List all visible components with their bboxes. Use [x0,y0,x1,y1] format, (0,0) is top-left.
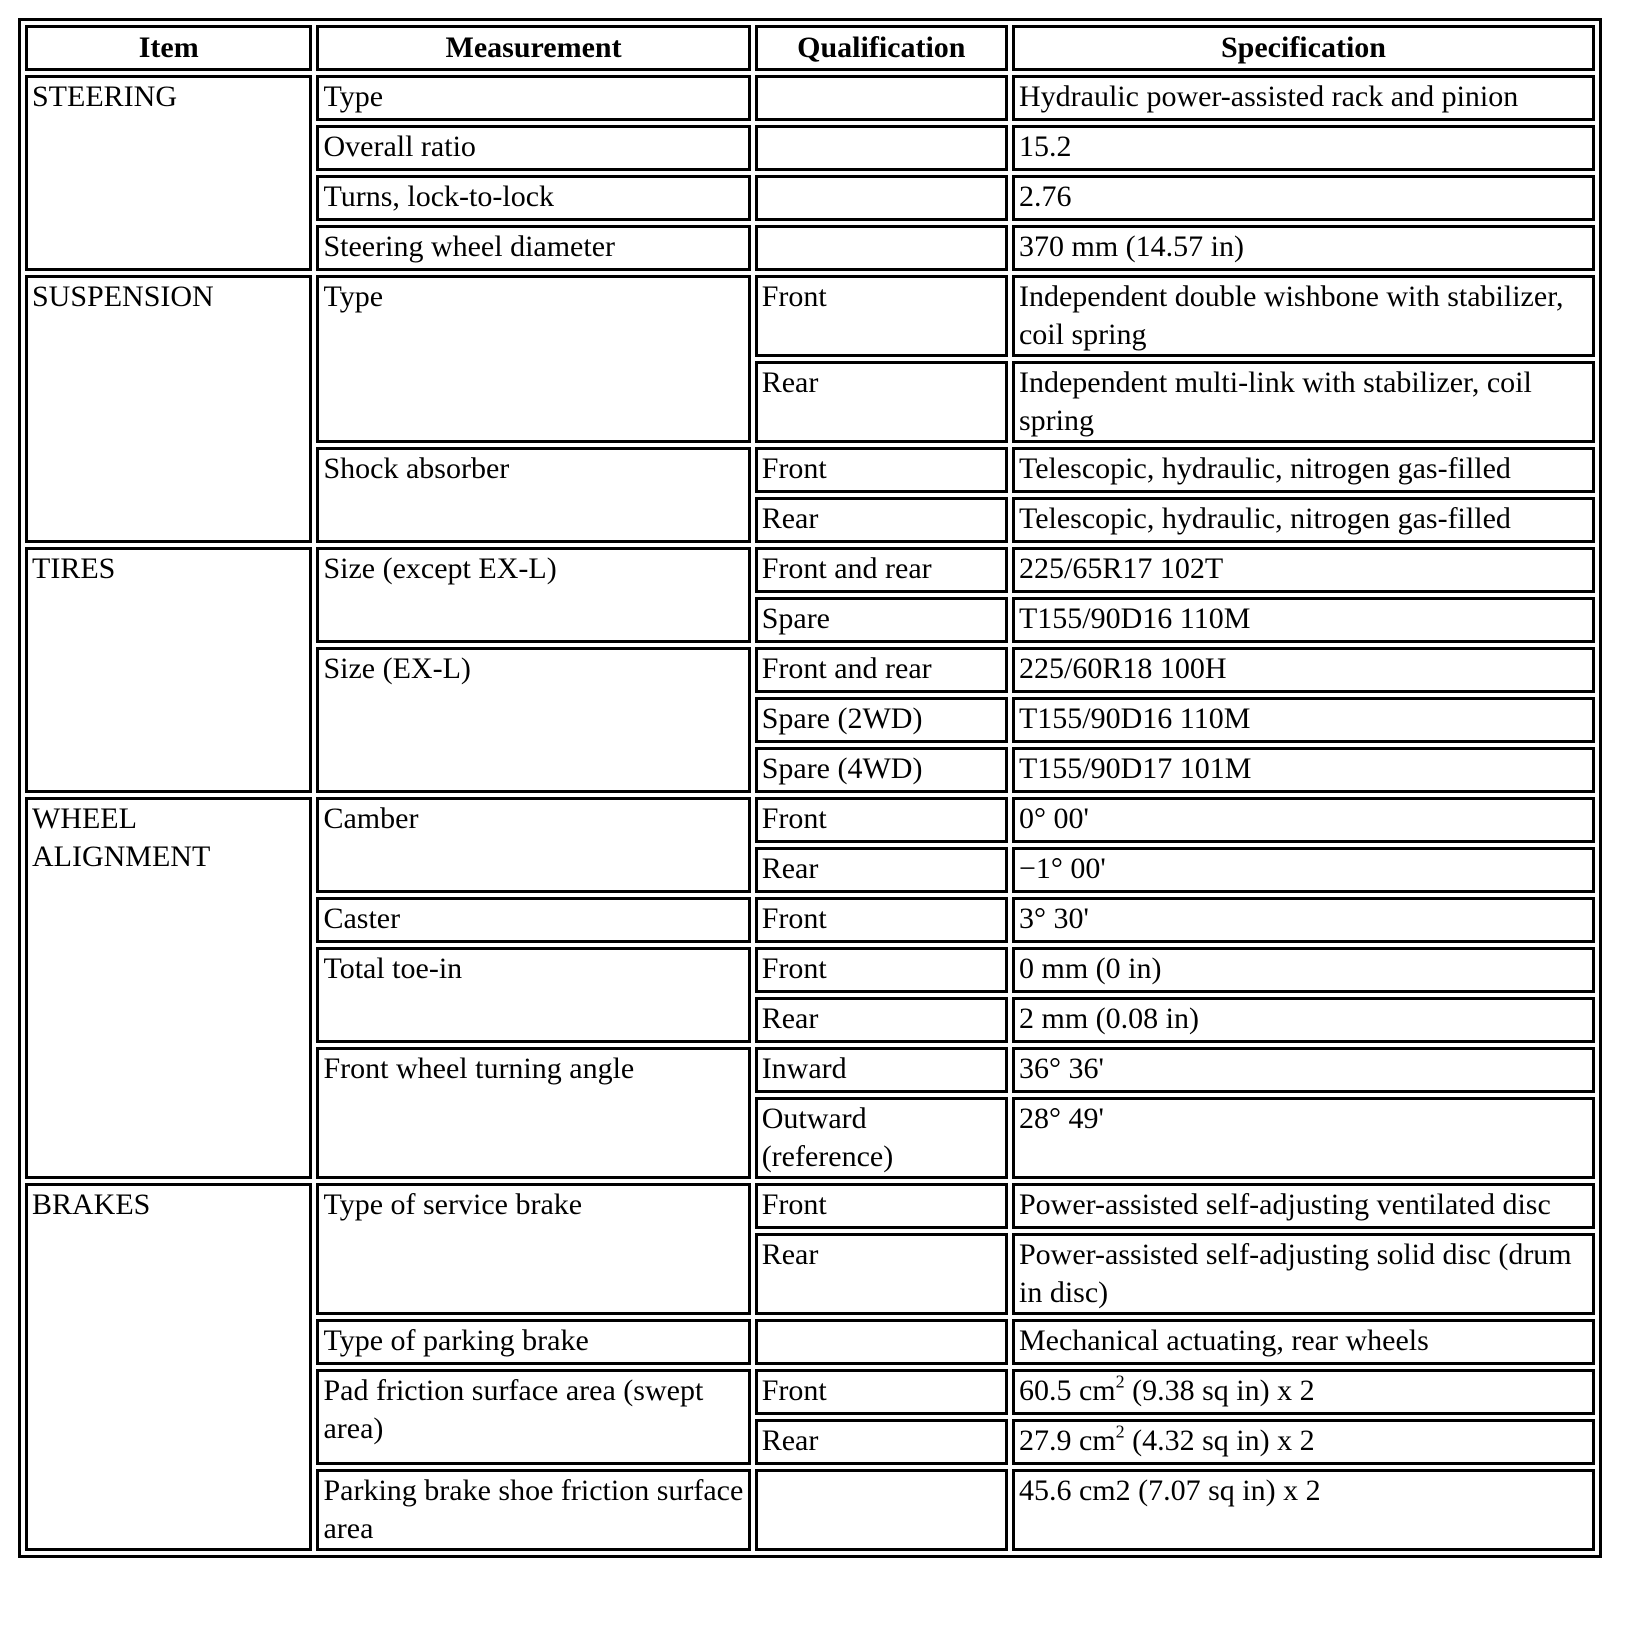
specification-cell: 36° 36' [1012,1047,1595,1093]
measurement-cell: Camber [316,797,750,893]
header-item: Item [25,25,312,71]
item-cell: STEERING [25,75,312,271]
specification-cell: Independent double wishbone with stabilizer, coil spring [1012,275,1595,357]
qualification-cell: Rear [755,847,1008,893]
qualification-cell [755,225,1008,271]
qualification-cell: Front [755,447,1008,493]
table-row [25,275,1595,357]
specification-cell: 0° 00' [1012,797,1595,843]
specification-cell: Power-assisted self-adjusting solid disc (drum in disc) [1012,1233,1595,1315]
spec-superscript: 2 [1115,1421,1125,1442]
header-qualification: Qualification [755,25,1008,71]
qualification-cell: Front and rear [755,647,1008,693]
qualification-cell: Spare [755,597,1008,643]
table-row [25,75,1595,121]
measurement-cell: Total toe-in [316,947,750,1043]
measurement-cell: Type [316,275,750,443]
qualification-cell: Front [755,275,1008,357]
qualification-cell: Front [755,1183,1008,1229]
spec-value: 60.5 cm [1018,1374,1116,1407]
table-row [25,797,1595,843]
qualification-cell: Rear [755,361,1008,443]
specification-cell: Telescopic, hydraulic, nitrogen gas-filled [1012,497,1595,543]
specification-cell: 370 mm (14.57 in) [1012,225,1595,271]
specification-cell: 2.76 [1012,175,1595,221]
spec-value-suffix: (4.32 sq in) x 2 [1124,1424,1315,1457]
item-cell: BRAKES [25,1183,312,1551]
specification-cell: T155/90D16 110M [1012,597,1595,643]
specification-cell: −1° 00' [1012,847,1595,893]
qualification-cell [755,175,1008,221]
qualification-cell [755,125,1008,171]
measurement-cell: Type of service brake [316,1183,750,1315]
specification-cell: 225/65R17 102T [1012,547,1595,593]
specification-cell: Mechanical actuating, rear wheels [1012,1319,1595,1365]
header-specification: Specification [1012,25,1595,71]
measurement-cell: Caster [316,897,750,943]
specification-cell: 28° 49' [1012,1097,1595,1179]
qualification-cell: Front [755,947,1008,993]
table-body [25,75,1595,1551]
measurement-cell: Turns, lock-to-lock [316,175,750,221]
specification-cell: 2 mm (0.08 in) [1012,997,1595,1043]
measurement-cell: Overall ratio [316,125,750,171]
qualification-cell: Rear [755,1419,1008,1465]
measurement-cell: Shock absorber [316,447,750,543]
measurement-cell: Front wheel turning angle [316,1047,750,1179]
table-row [25,547,1595,593]
qualification-cell: Spare (2WD) [755,697,1008,743]
measurement-cell: Type of parking brake [316,1319,750,1365]
qualification-cell: Spare (4WD) [755,747,1008,793]
measurement-cell: Pad friction surface area (swept area) [316,1369,750,1465]
measurement-cell: Size (EX-L) [316,647,750,793]
qualification-cell: Rear [755,1233,1008,1315]
item-cell: TIRES [25,547,312,793]
qualification-cell: Front [755,897,1008,943]
specification-cell: 0 mm (0 in) [1012,947,1595,993]
spec-value: 27.9 cm [1018,1424,1116,1457]
specification-cell [1012,1419,1595,1465]
table-row [25,1183,1595,1229]
specification-cell: T155/90D17 101M [1012,747,1595,793]
measurement-cell: Parking brake shoe friction surface area [316,1469,750,1551]
specification-cell: Telescopic, hydraulic, nitrogen gas-filled [1012,447,1595,493]
qualification-cell: Rear [755,997,1008,1043]
qualification-cell: Front [755,797,1008,843]
measurement-cell: Type [316,75,750,121]
header-measurement: Measurement [316,25,750,71]
specification-cell: T155/90D16 110M [1012,697,1595,743]
qualification-cell: Outward (reference) [755,1097,1008,1179]
specification-cell: 225/60R18 100H [1012,647,1595,693]
qualification-cell: Front [755,1369,1008,1415]
header-row [25,25,1595,71]
qualification-cell: Inward [755,1047,1008,1093]
item-cell: SUSPENSION [25,275,312,543]
qualification-cell [755,1469,1008,1551]
specification-cell: Independent multi-link with stabilizer, coil spring [1012,361,1595,443]
qualification-cell [755,75,1008,121]
qualification-cell: Rear [755,497,1008,543]
qualification-cell: Front and rear [755,547,1008,593]
item-cell: WHEEL ALIGNMENT [25,797,312,1179]
spec-value-suffix: (9.38 sq in) x 2 [1124,1374,1315,1407]
specification-cell: 45.6 cm2 (7.07 sq in) x 2 [1012,1469,1595,1551]
specification-cell: 3° 30' [1012,897,1595,943]
specification-cell: 15.2 [1012,125,1595,171]
measurement-cell: Steering wheel diameter [316,225,750,271]
specification-cell: Hydraulic power-assisted rack and pinion [1012,75,1595,121]
qualification-cell [755,1319,1008,1365]
specifications-table [18,18,1602,1558]
measurement-cell: Size (except EX-L) [316,547,750,643]
spec-superscript: 2 [1115,1371,1125,1392]
specification-cell: Power-assisted self-adjusting ventilated disc [1012,1183,1595,1229]
specification-cell [1012,1369,1595,1415]
